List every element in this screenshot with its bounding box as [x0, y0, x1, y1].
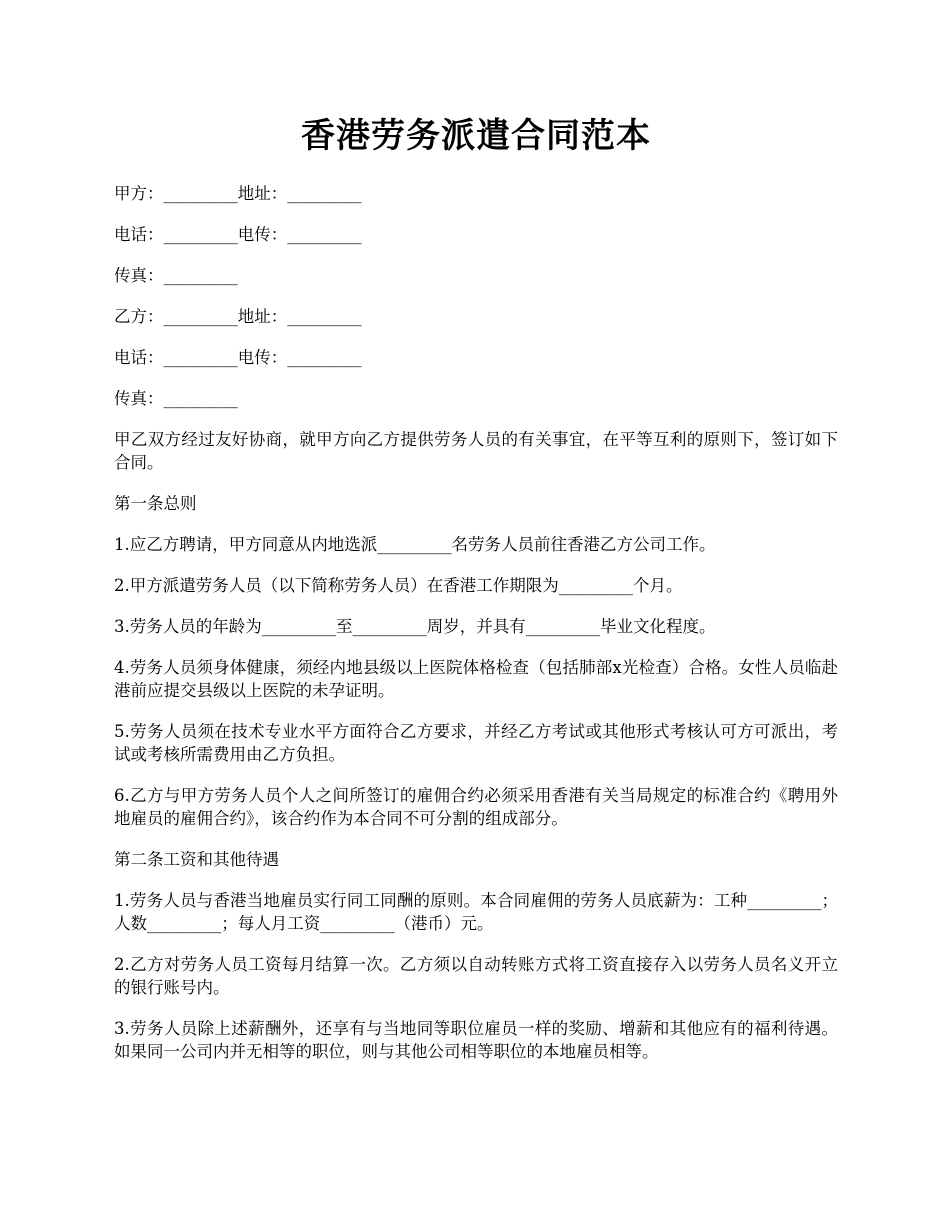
article-1-heading: 第一条总则: [114, 494, 197, 513]
article-1-clause-6: 6.乙方与甲方劳务人员个人之间所签订的雇佣合约必须采用香港有关当局规定的标准合约《聘用外地雇员的雇佣合约》，该合约作为本合同不可分割的组成部分。: [114, 786, 838, 828]
preamble-paragraph: 甲乙双方经过友好协商，就甲方向乙方提供劳务人员的有关事宜，在平等互利的原则下，签订如下合同。: [114, 430, 838, 472]
document-title: 香港劳务派遣合同范本: [301, 116, 651, 156]
document-page: [114, 112, 838, 1081]
article-1-clause-1: 1.应乙方聘请，甲方同意从内地选派_________名劳务人员前往香港乙方公司工作。: [114, 535, 716, 554]
party-a-fax: 传真：_________: [114, 266, 238, 285]
party-b-fax: 传真：_________: [114, 389, 238, 408]
party-a-name-address: 甲方：_________地址：_________: [114, 184, 362, 203]
article-2-heading: 第二条工资和其他待遇: [114, 850, 279, 869]
article-1-clause-3: 3.劳务人员的年龄为_________至_________周岁，并具有_________毕业文化程度。: [114, 617, 716, 636]
party-a-phone-telex: 电话：_________电传：_________: [114, 225, 362, 244]
article-1-clause-4: 4.劳务人员须身体健康，须经内地县级以上医院体格检查（包括肺部x光检查）合格。女性人员临赴港前应提交县级以上医院的未孕证明。: [114, 658, 838, 700]
article-2-clause-3: 3.劳务人员除上述薪酬外，还享有与当地同等职位雇员一样的奖励、增薪和其他应有的福利待遇。如果同一公司内并无相等的职位，则与其他公司相等职位的本地雇员相等。: [114, 1019, 838, 1061]
party-b-phone-telex: 电话：_________电传：_________: [114, 348, 362, 367]
article-1-clause-5: 5.劳务人员须在技术专业水平方面符合乙方要求，并经乙方考试或其他形式考核认可方可派出，考试或考核所需费用由乙方负担。: [114, 722, 838, 764]
article-1-clause-2: 2.甲方派遣劳务人员（以下简称劳务人员）在香港工作期限为_________个月。: [114, 576, 683, 595]
article-2-clause-2: 2.乙方对劳务人员工资每月结算一次。乙方须以自动转账方式将工资直接存入以劳务人员名义开立的银行账号内。: [114, 955, 838, 997]
article-2-clause-1: 1.劳务人员与香港当地雇员实行同工同酬的原则。本合同雇佣的劳务人员底薪为：工种_________；人数_________；每人月工资_________（港币）元。: [114, 891, 838, 933]
party-b-name-address: 乙方：_________地址：_________: [114, 307, 362, 326]
